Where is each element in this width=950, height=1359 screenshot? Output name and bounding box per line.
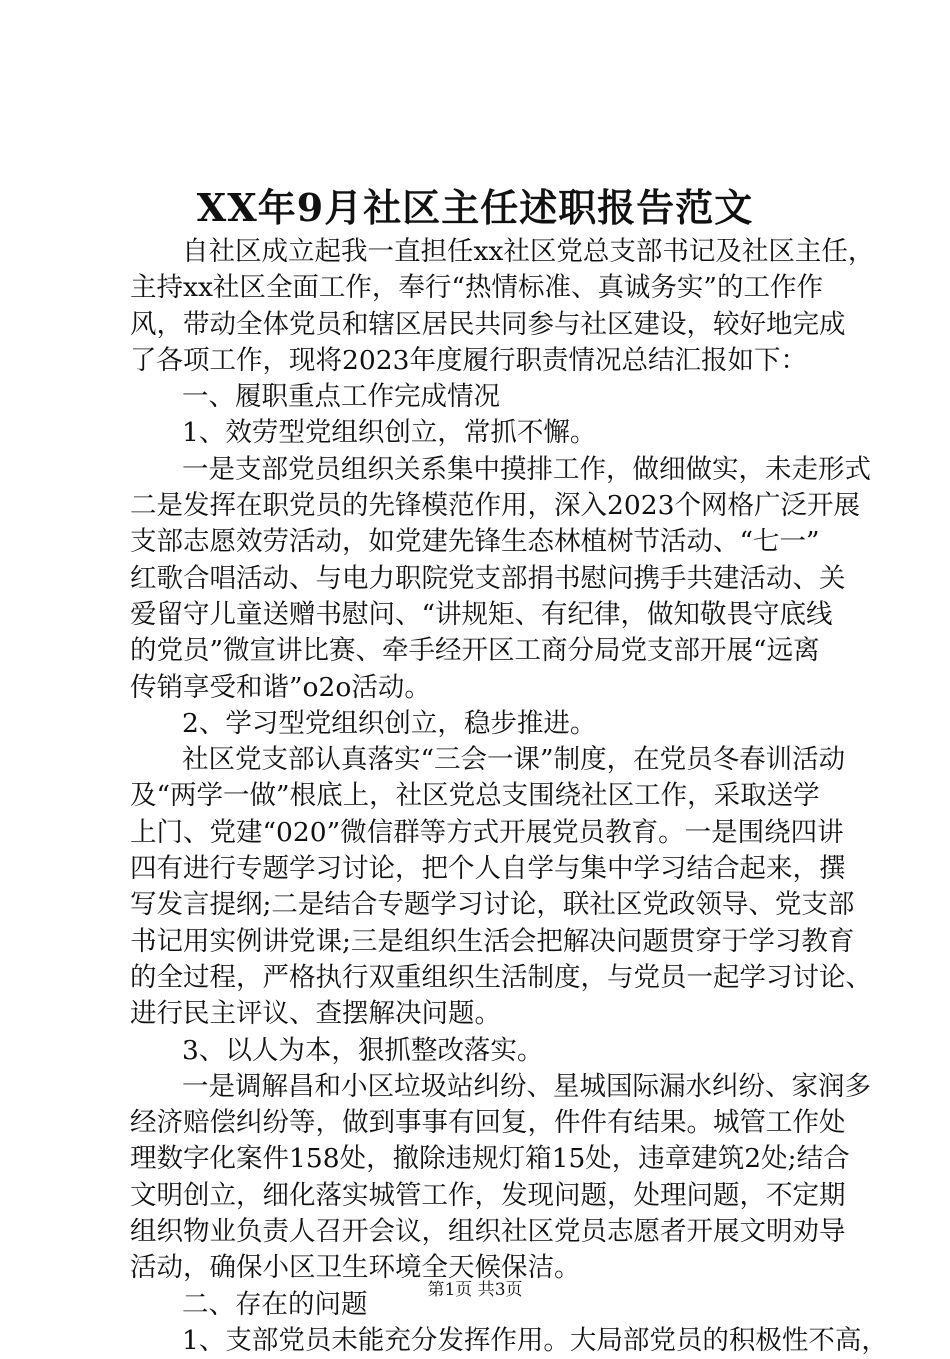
text-line: 经济赔偿纠纷等，做到事事有回复，件件有结果。城管工作处 (130, 1107, 846, 1139)
text-line: 组织物业负责人召开会议，组织社区党员志愿者开展文明劝导 (130, 1216, 846, 1248)
text-line: 进行民主评议、查摆解决问题。 (130, 998, 501, 1030)
text-line: 传销享受和谐”o2o活动。 (130, 671, 431, 703)
text-line: 一、履职重点工作完成情况 (182, 381, 500, 413)
text-line: 二是发挥在职党员的先锋模范作用，深入2023个网格广泛开展 (130, 490, 860, 522)
document-body (130, 234, 888, 1359)
text-line: 一是支部党员组织关系集中摸排工作，做细做实，未走形式 (182, 453, 871, 485)
text-line: 1、效劳型党组织创立，常抓不懈。 (182, 417, 597, 449)
text-line: 1、支部党员未能充分发挥作用。大局部党员的积极性不高， (182, 1324, 888, 1356)
text-line: 支部志愿效劳活动，如党建先锋生态林植树节活动、“七一” (130, 526, 820, 558)
text-line: 书记用实例讲党课;三是组织生活会把解决问题贯穿于学习教育 (130, 925, 855, 957)
text-line: 上门、党建“020”微信群等方式开展党员教育。一是围绕四讲 (130, 816, 844, 848)
text-line: 理数字化案件158处，撤除违规灯箱15处，违章建筑2处;结合 (130, 1143, 850, 1175)
text-line: 红歌合唱活动、与电力职院党支部捐书慰问携手共建活动、关 (130, 562, 846, 594)
text-line: 主持xx社区全面工作，奉行“热情标准、真诚务实”的工作作 (130, 272, 823, 304)
page-footer: 第1页 共3页 (427, 1280, 523, 1300)
text-line: 四有进行专题学习讨论，把个人自学与集中学习结合起来，撰 (130, 853, 846, 885)
text-line: 了各项工作，现将2023年度履行职责情况总结汇报如下： (130, 344, 807, 376)
text-line: 写发言提纲;二是结合专题学习讨论，联社区党政领导、党支部 (130, 889, 855, 921)
text-line: 活动，确保小区卫生环境全天候保洁。 (130, 1252, 581, 1284)
text-line: 社区党支部认真落实“三会一课”制度，在党员冬春训活动 (182, 744, 846, 776)
text-line: 自社区成立起我一直担任xx社区党总支部书记及社区主任， (182, 236, 875, 267)
text-line: 一是调解昌和小区垃圾站纠纷、星城国际漏水纠纷、家润多 (182, 1070, 871, 1102)
text-line: 2、学习型党组织创立，稳步推进。 (182, 707, 597, 739)
text-line: 风，带动全体党员和辖区居民共同参与社区建设，较好地完成 (130, 308, 846, 340)
text-line: 的全过程，严格执行双重组织生活制度，与党员一起学习讨论、 (130, 961, 872, 993)
text-line: 二、存在的问题 (182, 1288, 368, 1320)
text-line: 的党员”微宣讲比赛、牵手经开区工商分局党支部开展“远离 (130, 635, 820, 667)
text-line: 3、以人为本，狠抓整改落实。 (182, 1034, 544, 1066)
text-line: 爱留守儿童送赠书慰问、“讲规矩、有纪律，做知敬畏守底线 (130, 598, 833, 630)
text-line: 文明创立，细化落实城管工作，发现问题，处理问题，不定期 (130, 1179, 846, 1211)
document-title: XX年9月社区主任述职报告范文 (196, 185, 754, 230)
text-line: 及“两学一做”根底上，社区党总支围绕社区工作，采取送学 (130, 780, 820, 812)
